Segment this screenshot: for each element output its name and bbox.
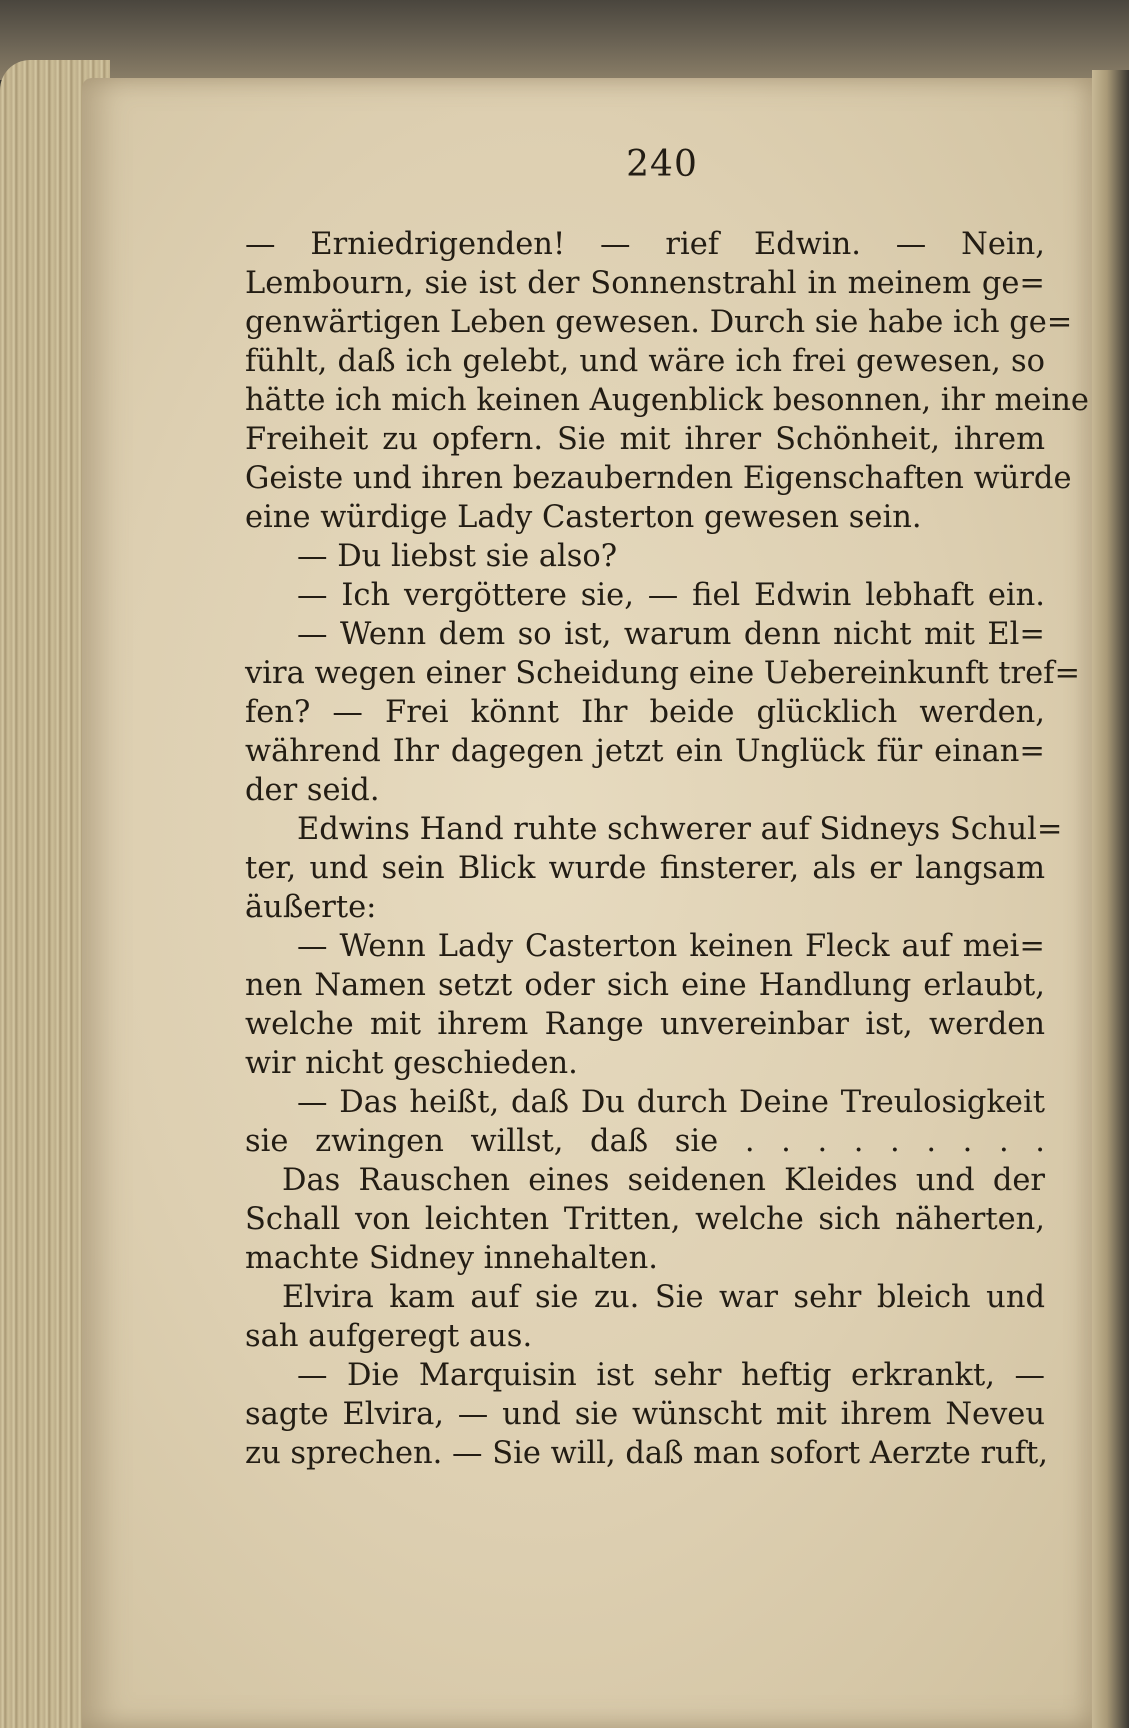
page-gutter-edge	[1092, 70, 1129, 1728]
text-line: — Wenn dem so ist, warum denn nicht mit El=	[297, 617, 1045, 652]
text-line: — Das heißt, daß Du durch Deine Treulosigkeit	[297, 1085, 1045, 1120]
text-line: äußerte:	[245, 890, 377, 925]
book-cover-edge	[0, 0, 1129, 80]
text-line: vira wegen einer Scheidung eine Uebereinkunft tref=	[245, 656, 1081, 691]
text-line: machte Sidney innehalten.	[245, 1241, 658, 1276]
text-line: sie zwingen willst, daß sie . . . . . . . . .	[245, 1124, 1045, 1159]
text-line: hätte ich mich keinen Augenblick besonnen, ihr meine	[245, 383, 1089, 418]
text-line: welche mit ihrem Range unvereinbar ist, werden	[245, 1007, 1045, 1042]
text-line: Edwins Hand ruhte schwerer auf Sidneys Schul=	[297, 812, 1063, 847]
text-line: — Wenn Lady Casterton keinen Fleck auf mei=	[297, 929, 1045, 964]
text-line: eine würdige Lady Casterton gewesen sein.	[245, 500, 922, 535]
text-line: wir nicht geschieden.	[245, 1046, 578, 1081]
text-line: — Die Marquisin ist sehr heftig erkrankt, —	[297, 1358, 1045, 1393]
text-line: — Erniedrigenden! — rief Edwin. — Nein,	[245, 227, 1045, 262]
text-line: Geiste und ihren bezaubernden Eigenschaften würde	[245, 461, 1072, 496]
text-line: nen Namen setzt oder sich eine Handlung erlaubt,	[245, 968, 1045, 1003]
text-line: ter, und sein Blick wurde finsterer, als er langsam	[245, 851, 1045, 886]
text-line: Elvira kam auf sie zu. Sie war sehr bleich und	[282, 1280, 1045, 1315]
text-line: sah aufgeregt aus.	[245, 1319, 533, 1354]
text-line: Schall von leichten Tritten, welche sich näherten,	[245, 1202, 1045, 1237]
text-line: Das Rauschen eines seidenen Kleides und der	[282, 1163, 1045, 1198]
text-line: während Ihr dagegen jetzt ein Unglück für einan=	[245, 734, 1045, 769]
text-line: genwärtigen Leben gewesen. Durch sie habe ich ge=	[245, 305, 1073, 340]
page-text	[82, 78, 1092, 1728]
text-line: sagte Elvira, — und sie wünscht mit ihrem Neveu	[245, 1397, 1045, 1432]
book-page	[82, 78, 1092, 1728]
page-number: 240	[626, 144, 698, 185]
text-line: Freiheit zu opfern. Sie mit ihrer Schönheit, ihrem	[245, 422, 1045, 457]
text-line: fühlt, daß ich gelebt, und wäre ich frei gewesen, so	[245, 344, 1045, 379]
text-line: zu sprechen. — Sie will, daß man sofort Aerzte ruft,	[245, 1436, 1048, 1471]
text-line: Lembourn, sie ist der Sonnenstrahl in meinem ge=	[245, 266, 1045, 301]
text-line: — Du liebst sie also?	[297, 539, 618, 574]
text-line: fen? — Frei könnt Ihr beide glücklich werden,	[245, 695, 1045, 730]
text-line: der seid.	[245, 773, 380, 808]
text-line: — Ich vergöttere sie, — fiel Edwin lebhaft ein.	[297, 578, 1045, 613]
